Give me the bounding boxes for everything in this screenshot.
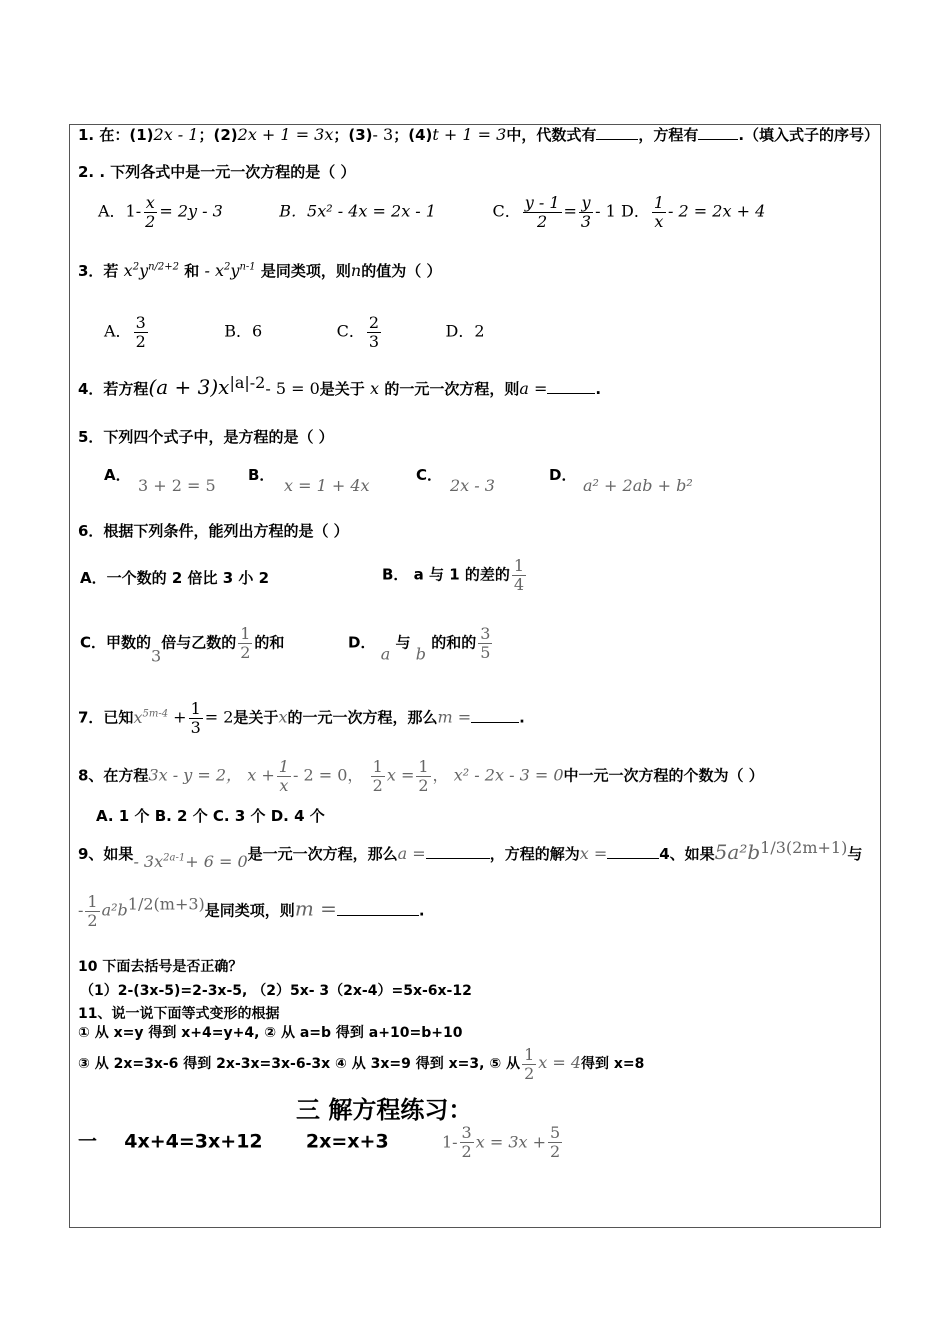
q3-text: 是同类项，则 [260, 262, 351, 280]
q6-text: 与 [395, 633, 411, 652]
fraction: $\frac{3}{2}$ [461, 1123, 472, 1161]
q4-expr: (a + 3)x [148, 375, 230, 399]
q5-option-b: x = 1 + 4x [284, 476, 370, 495]
q3-term1: $x^2y^{n/2+2}$ [123, 261, 180, 280]
q9-text: ，方程的解为 [489, 845, 580, 863]
q9-text: 4、如果 [659, 845, 715, 863]
q10-items: （1）2-(3x-5)=2-3x-5, （2）5x- 3（2x-4）=5x-6x-12 [80, 983, 472, 999]
q7-lhs: m = [437, 707, 472, 727]
q9-lhs: a = [397, 844, 426, 863]
equals: = [563, 201, 577, 221]
q9-text: 9、如果 [78, 845, 134, 863]
q1-text: 1. 在：(1) [78, 126, 154, 144]
q9-lhs: x = [579, 844, 608, 863]
q6-text: 倍与乙数的 [161, 633, 237, 652]
q8-text: 中一元一次方程的个数为（ ） [563, 766, 764, 785]
fraction: $\frac{2}{3}$ [368, 313, 380, 351]
q3-text: 3．若 [78, 262, 119, 280]
q8-eq3: x = [386, 765, 415, 785]
question-5-stem: 5．下列四个式子中，是方程的是（ ） [78, 428, 334, 446]
q8-sep: ， [432, 765, 449, 785]
q2-option-c: C． [492, 201, 521, 221]
q6-value: 3 [151, 646, 162, 666]
fraction: $\frac{1}{3}$ [190, 699, 201, 737]
q2-option-a-rhs: = 2y - 3 [159, 201, 223, 221]
q2-option-d: D． [621, 201, 650, 221]
fraction: $\frac{x}{2}$ [145, 193, 156, 231]
fraction: $\frac{1}{2}$ [372, 757, 383, 795]
q7-text: 是关于 [233, 708, 279, 727]
question-4 [78, 373, 601, 399]
q11-text: ③ 从 2x=3x-6 得到 2x-3x=3x-6-3x ④ 从 3x=9 得到 x=3, ⑤ 从 [78, 1056, 521, 1073]
q11-line2 [78, 1046, 644, 1082]
fraction: $\frac{3}{5}$ [480, 624, 491, 662]
question-2-stem: 2. . 下列各式中是一元一次方程的是（ ） [78, 163, 356, 181]
fraction: $\frac{5}{2}$ [550, 1123, 561, 1161]
q11-expr: x = 4 [538, 1053, 582, 1073]
q9-term2: a²b [101, 900, 128, 920]
q1-expr1: 2x - 1 [153, 125, 199, 144]
q8-eq2: x + [247, 765, 275, 785]
q6-option-a: A．一个数的 2 倍比 3 小 2 [80, 569, 270, 587]
q7-text: 7．已知 [78, 708, 134, 727]
q4-expr-rhs: - 5 = 0 [265, 379, 320, 398]
fraction: $\frac{y}{3}$ [580, 193, 592, 231]
q5-option-d: a² + 2ab + b² [583, 476, 693, 495]
q5-option-b-label: B． [248, 466, 275, 484]
q1-expr3: - 3 [372, 125, 394, 144]
q1-text: .（填入式子的序号） [738, 126, 880, 144]
question-9: 9、如果- $3x^{2a-1}+ 6 = 0$是一元一次方程，那么a = ，方程的解为x = 4、如果$5a^2b^{1/3(2m+1)}$与 [78, 838, 863, 871]
q11-text: 得到 x=8 [581, 1056, 645, 1073]
question-3-options [104, 314, 485, 350]
fraction: $\frac{1}{x}$ [278, 757, 289, 795]
q9-lhs: m = [294, 896, 337, 921]
q8-options: A. 1 个 B. 2 个 C. 3 个 D. 4 个 [96, 807, 325, 825]
answer-blank[interactable] [607, 857, 659, 859]
answer-blank[interactable] [698, 138, 738, 140]
q4-var: x [370, 379, 380, 398]
fraction: $\frac{3}{2}$ [135, 313, 146, 351]
question-7: 7．已知$x^{5m-4}$ + $\frac{1}{3}$ = 2是关于x的一元一次方程，那么m = . [78, 699, 525, 737]
question-2-options [98, 194, 765, 230]
q7-var: x [278, 707, 288, 727]
fraction: $\frac{1}{4}$ [513, 556, 525, 594]
exercise-3: 1- [441, 1132, 458, 1152]
fraction: $\frac{1}{2}$ [418, 757, 429, 795]
q6-text: 的和的 [431, 633, 477, 652]
answer-blank[interactable] [471, 721, 519, 723]
section-title: 三 解方程练习： [296, 1096, 473, 1124]
solve-exercises [78, 1124, 564, 1160]
question-8 [78, 758, 764, 794]
q6-option-c [80, 625, 284, 666]
q5-option-a: 3 + 2 = 5 [138, 476, 216, 495]
q9-text: 是一元一次方程，那么 [247, 845, 398, 863]
question-6-stem: 6．根据下列条件，能列出方程的是（ ） [78, 522, 349, 540]
q9-term: 5a²b [714, 840, 761, 864]
question-9-cont: - $\frac{1}{2}$ $a^2b^{1/2(m+3)}$是同类项，则m = . [78, 892, 425, 930]
q8-eq1: 3x - y = 2， [148, 765, 243, 785]
exercise-2: 2x=x+3 [305, 1130, 389, 1153]
answer-blank[interactable] [596, 138, 638, 140]
q7-text: . [519, 708, 525, 727]
q6-text: 的和 [254, 633, 285, 652]
exercise-label: 一 [78, 1130, 98, 1153]
q1-text: ；(3) [333, 126, 373, 144]
q6-option-b-text: a 与 1 的差的 [413, 565, 510, 584]
q5-option-a-label: A． [104, 466, 131, 484]
q1-expr2: 2x + 1 = 3x [237, 125, 334, 144]
question-3 [78, 260, 441, 281]
q3-option-a: A． [104, 321, 132, 341]
question-10-stem: 10 下面去括号是否正确？ [78, 959, 243, 975]
q5-option-c: 2x - 3 [450, 476, 495, 495]
fraction: $\frac{1}{2}$ [87, 892, 98, 930]
fraction: $\frac{1}{2}$ [524, 1045, 535, 1083]
q7-text: 的一元一次方程，那么 [287, 708, 438, 727]
q4-text: 是关于 [319, 380, 365, 398]
q3-option-d: D．2 [445, 321, 485, 341]
answer-blank[interactable] [547, 392, 595, 394]
q4-text: 的一元一次方程，则 [384, 380, 520, 398]
answer-blank[interactable] [426, 857, 490, 859]
q1-text: ；(2) [198, 126, 238, 144]
q1-expr4: t + 1 = 3 [432, 125, 507, 144]
q11-line1: ① 从 x=y 得到 x+4=y+4, ② 从 a=b 得到 a+10=b+10 [78, 1025, 463, 1041]
q6-option-d-label: D． [348, 633, 376, 652]
exercise-1: 4x+4=3x+12 [124, 1130, 263, 1153]
q8-text: 8、在方程 [78, 766, 149, 785]
q5-option-c-label: C． [416, 466, 443, 484]
q9-text: 与 [847, 845, 863, 863]
q2-option-c-rhs: - 1 [595, 201, 616, 221]
question-11-stem: 11、说一说下面等式变形的根据 [78, 1006, 280, 1022]
q6-option-b [382, 557, 528, 593]
q4-text: . [595, 380, 602, 398]
q8-eq4: x² - 2x - 3 = 0 [453, 765, 564, 785]
q1-text: 中，代数式有 [506, 126, 597, 144]
q3-option-c: C． [336, 321, 365, 341]
fraction: $\frac{y - 1}{2}$ [524, 193, 560, 231]
q3-term2: - $x^2y^{n-1}$ [204, 261, 256, 280]
fraction: $\frac{1}{x}$ [653, 193, 665, 231]
q9-text: . [418, 901, 425, 920]
q4-text: 4．若方程 [78, 380, 149, 398]
q4-lhs: a = [519, 379, 548, 398]
q6-text: C．甲数的 [80, 633, 152, 652]
q3-var: n [350, 261, 362, 280]
q1-text: ，方程有 [638, 126, 699, 144]
exercise-3-mid: x = 3x + [475, 1132, 547, 1152]
q4-exponent: |a|-2 [229, 373, 266, 392]
q6-option-b-label: B． [382, 565, 409, 584]
q3-option-b: B．6 [224, 321, 263, 341]
fraction: $\frac{1}{2}$ [240, 624, 251, 662]
q9-text: 是同类项，则 [204, 901, 295, 920]
q3-text: 的值为（ ） [361, 262, 442, 280]
q5-option-d-label: D． [549, 466, 577, 484]
q6-option-d: D． a 与 b 的和的 $\frac{3}{5}$ [348, 624, 491, 664]
q3-text: 和 [184, 262, 200, 280]
q2-option-a: A．1- [98, 201, 142, 221]
q2-option-d-rhs: - 2 = 2x + 4 [668, 201, 766, 221]
answer-blank[interactable] [337, 914, 419, 916]
q8-eq2-rhs: - 2 = 0， [292, 765, 364, 785]
q1-text: ；(4) [393, 126, 433, 144]
q2-option-b: B．5x² - 4x = 2x - 1 [279, 201, 436, 221]
question-1 [78, 124, 879, 145]
